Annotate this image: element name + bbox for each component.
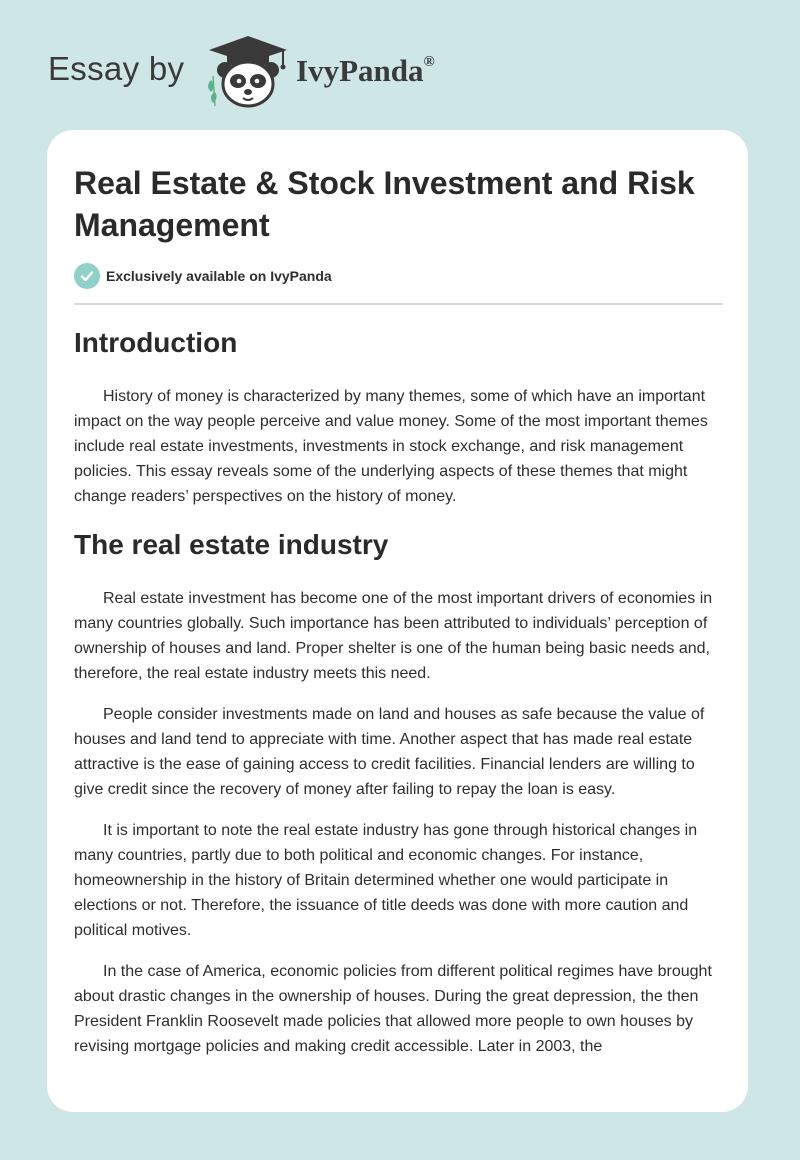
exclusive-badge-text: Exclusively available on IvyPanda	[106, 268, 332, 284]
ivypanda-logo-icon[interactable]	[203, 36, 293, 108]
registered-mark: ®	[423, 53, 435, 70]
section-introduction	[74, 323, 726, 509]
paragraph: People consider investments made on land and houses as safe because the value of houses and land tend to appreciate with time. Another aspect that has made real estate attractive is the ease of gaining access to credit facilities. Financial lenders are willing to give credit since the recovery of money after failing to repay the loan is easy.	[74, 706, 705, 798]
section-real-estate-industry	[74, 525, 726, 1059]
essay-by-label: Essay by	[48, 50, 185, 87]
exclusive-badge	[74, 263, 332, 289]
essay-title: Real Estate & Stock Investment and Risk Management	[74, 165, 695, 243]
checkmark-icon	[74, 263, 100, 289]
brand-name[interactable]	[296, 53, 435, 89]
section-heading: The real estate industry	[74, 529, 389, 560]
site-header	[0, 0, 800, 130]
paragraph: In the case of America, economic policies from different political regimes have brought about drastic changes in the ownership of houses. During the great depression, the then President Franklin Roosevelt made policies that allowed more people to own houses by revising mortgage policies and making credit accessible. Later in 2003, the	[74, 963, 712, 1055]
divider	[74, 303, 723, 305]
essay-body	[74, 323, 726, 1059]
paragraph: It is important to note the real estate industry has gone through historical changes in many countries, partly due to both political and economic changes. For instance, homeownership in the history of Britain determined whether one would participate in elections or not. Therefore, the issuance of title deeds was done with more caution and political motives.	[74, 822, 698, 939]
section-heading: Introduction	[74, 327, 238, 358]
brand-text: IvyPanda	[296, 53, 424, 88]
paragraph: Real estate investment has become one of the most important drivers of economies in many countries globally. Such importance has been attributed to individuals’ perception of ownership of houses and land. Proper shelter is one of the human being basic needs and, therefore, the real estate industry meets this need.	[74, 590, 713, 682]
paragraph: History of money is characterized by many themes, some of which have an important impact on the way people perceive and value money. Some of the most important themes include real estate investments, investments in stock exchange, and risk management policies. This essay reveals some of the underlying aspects of these themes that might change readers’ perspectives on the history of money.	[74, 388, 708, 505]
essay-card	[47, 130, 748, 1112]
